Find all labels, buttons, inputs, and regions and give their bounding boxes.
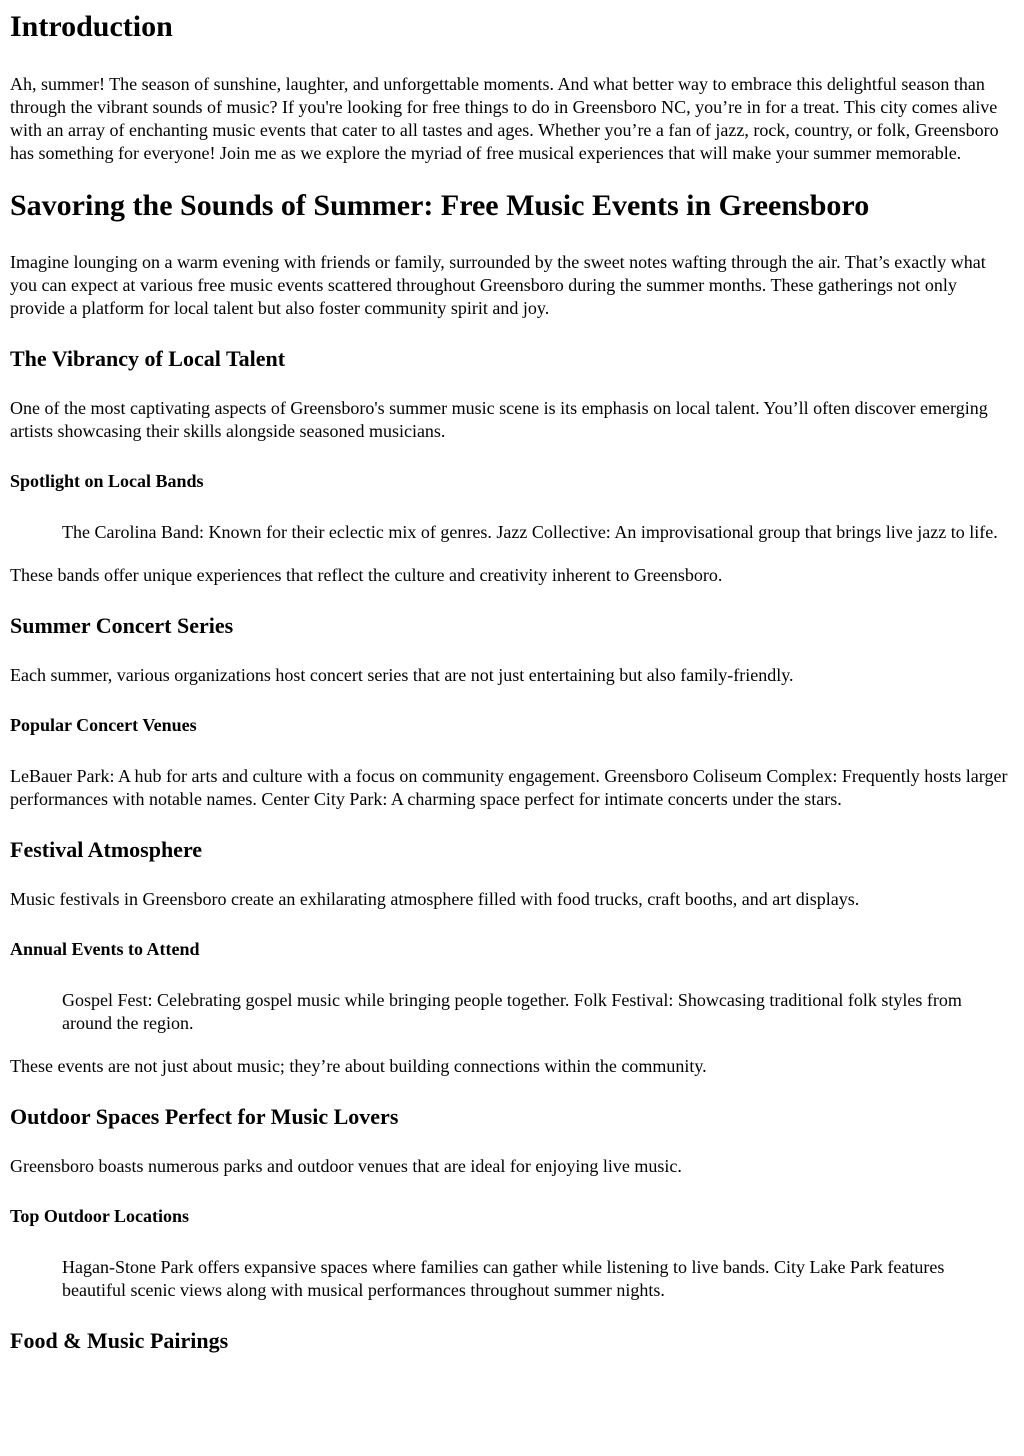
concert-venues-subheading: Popular Concert Venues	[10, 715, 197, 736]
outdoor-heading: Outdoor Spaces Perfect for Music Lovers	[10, 1103, 399, 1129]
concert-series-paragraph: Each summer, various organizations host concert series that are not just entertaining but also family-friendly.	[10, 665, 794, 686]
annual-events-quote: Gospel Fest: Celebrating gospel music while bringing people together. Folk Festival: Showcasing traditional folk styles from around the region.	[62, 989, 962, 1033]
festival-heading: Festival Atmosphere	[10, 836, 203, 862]
savoring-paragraph: Imagine lounging on a warm evening with friends or family, surrounded by the sweet notes wafting through the air. That’s exactly what you can expect at various free music events scattered throughout Greensboro during the summer months. These gatherings not only provide a platform for local talent but also foster community spirit and joy.	[10, 252, 986, 318]
food-music-heading: Food & Music Pairings	[10, 1327, 229, 1353]
savoring-heading: Savoring the Sounds of Summer: Free Music Events in Greensboro	[10, 188, 870, 222]
local-talent-heading: The Vibrancy of Local Talent	[10, 346, 286, 371]
local-bands-quote: The Carolina Band: Known for their eclectic mix of genres. Jazz Collective: An improvisational group that brings live jazz to life.	[62, 521, 998, 542]
intro-heading: Introduction	[10, 10, 173, 43]
outdoor-locations-subheading: Top Outdoor Locations	[10, 1206, 190, 1227]
festival-paragraph: Music festivals in Greensboro create an exhilarating atmosphere filled with food trucks, craft booths, and art displays.	[10, 889, 860, 910]
concert-venues-list: LeBauer Park: A hub for arts and culture with a focus on community engagement. Greensboro Coliseum Complex: Frequently hosts larger performances with notable names. Center City Park: A charming space perfect for intimate concerts under the stars.	[10, 765, 1008, 809]
annual-events-subheading: Annual Events to Attend	[10, 939, 200, 960]
article	[10, 10, 1010, 1353]
outdoor-paragraph: Greensboro boasts numerous parks and outdoor venues that are ideal for enjoying live music.	[10, 1156, 682, 1177]
festival-closing: These events are not just about music; they’re about building connections within the community.	[10, 1055, 707, 1076]
intro-paragraph: Ah, summer! The season of sunshine, laughter, and unforgettable moments. And what better way to embrace this delightful season than through the vibrant sounds of music? If you're looking for free things to do in Greensboro NC, you’re in for a treat. This city comes alive with an array of enchanting music events that cater to all tastes and ages. Whether you’re a fan of jazz, rock, country, or folk, Greensboro has something for everyone! Join me as we explore the myriad of free musical experiences that will make your summer memorable.	[10, 73, 999, 163]
local-talent-paragraph: One of the most captivating aspects of Greensboro's summer music scene is its emphasis on local talent. You’ll often discover emerging artists showcasing their skills alongside seasoned musicians.	[10, 398, 988, 442]
local-bands-closing: These bands offer unique experiences that reflect the culture and creativity inherent to Greensboro.	[10, 564, 723, 585]
local-bands-subheading: Spotlight on Local Bands	[10, 471, 204, 492]
outdoor-locations-quote: Hagan-Stone Park offers expansive spaces where families can gather while listening to live bands. City Lake Park features beautiful scenic views along with musical performances throughout summer nights.	[62, 1256, 945, 1300]
concert-series-heading: Summer Concert Series	[10, 612, 234, 638]
